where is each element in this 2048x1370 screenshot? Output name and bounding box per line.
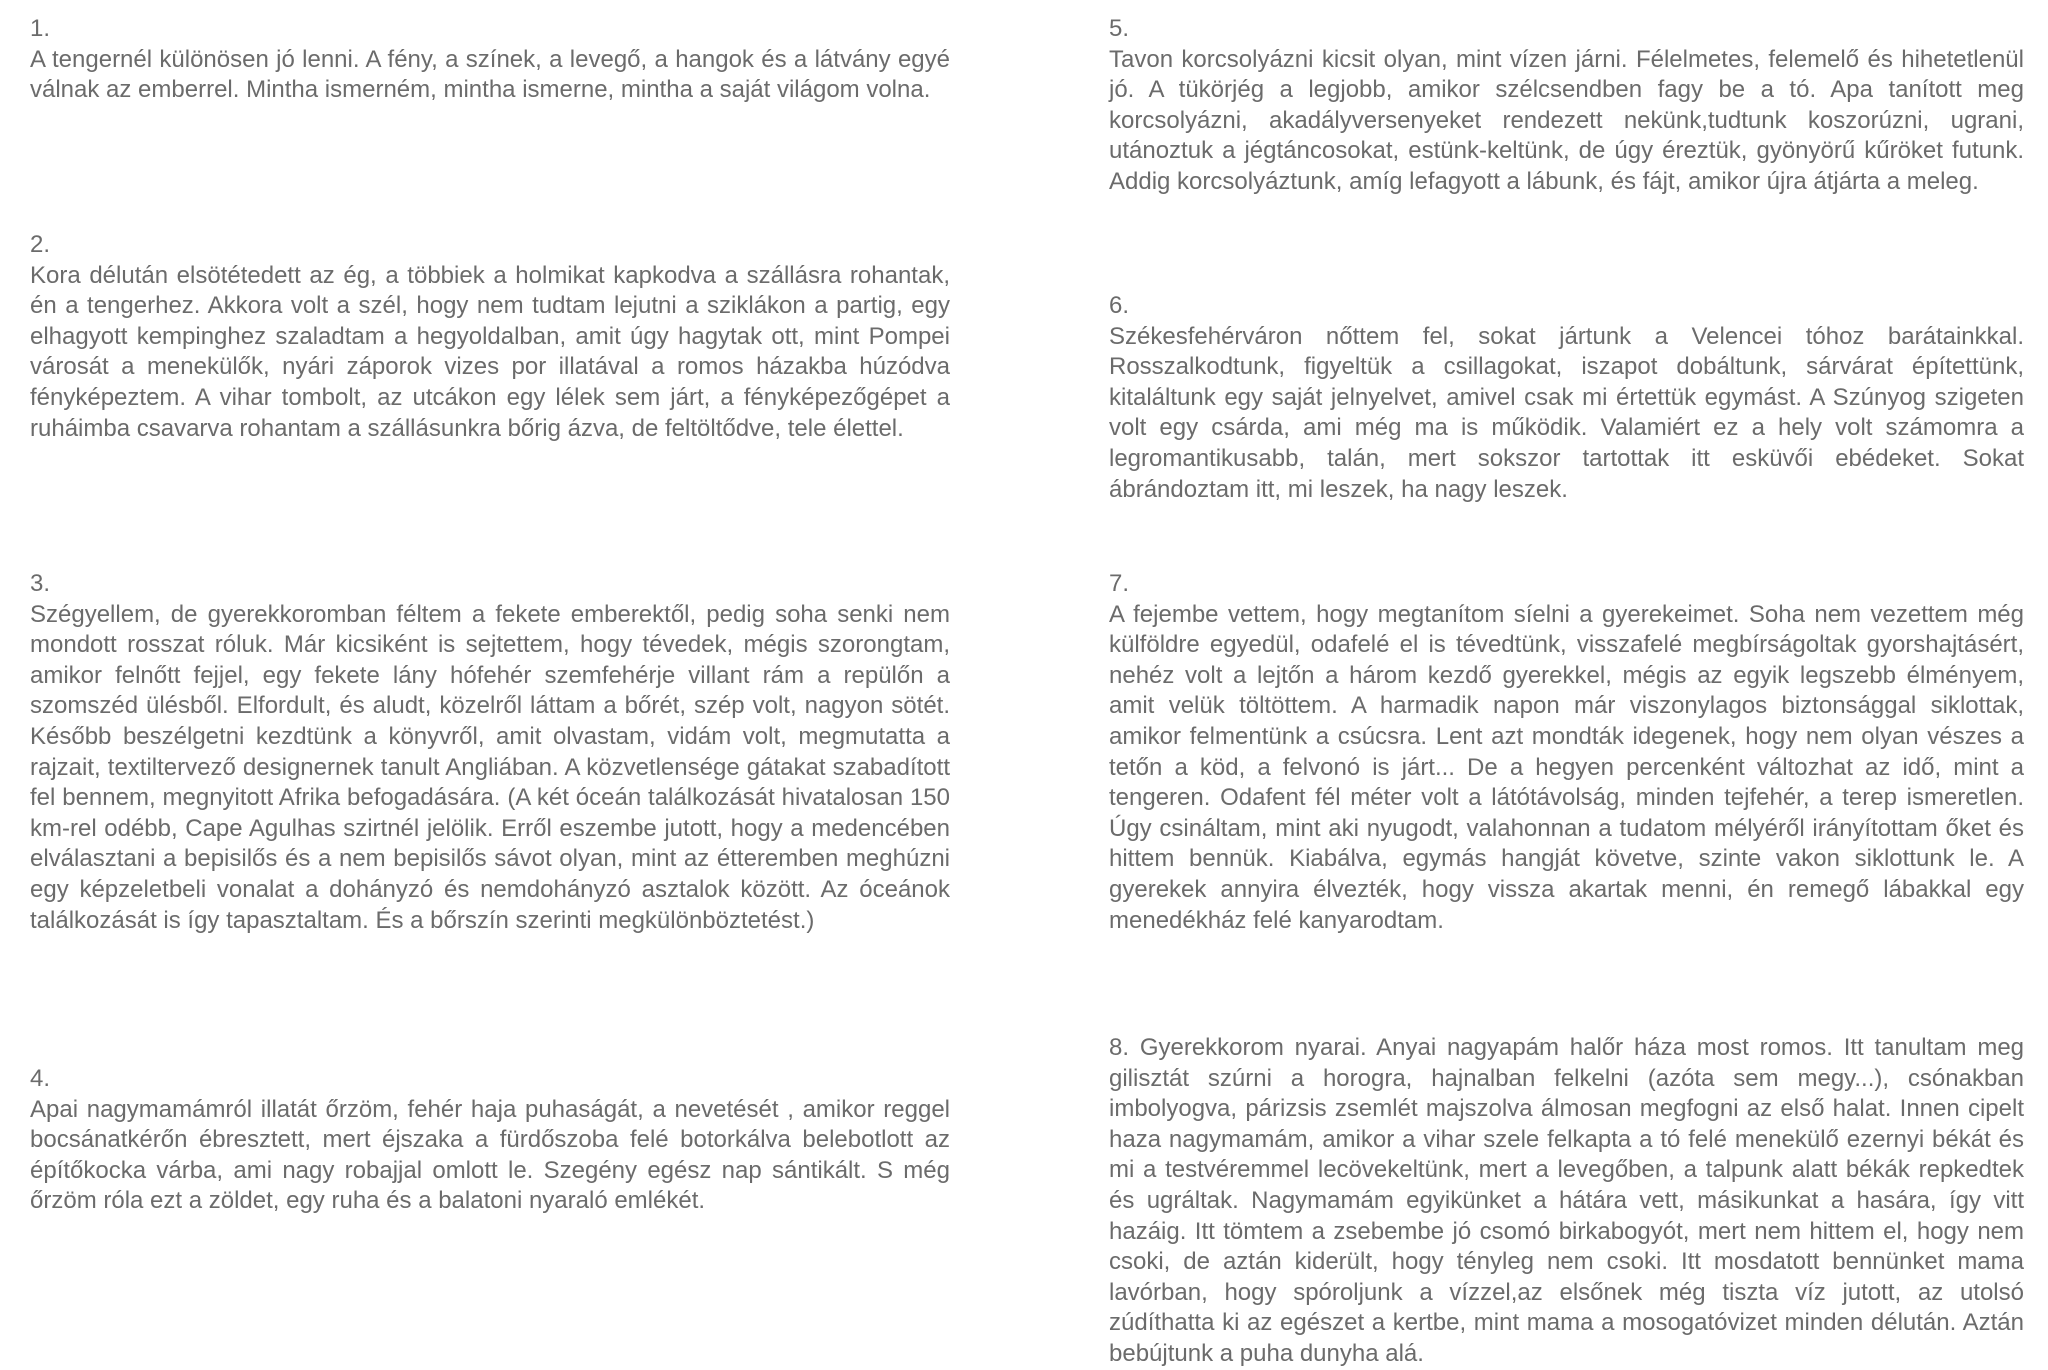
section-2 xyxy=(30,230,950,444)
section-3-text: Szégyellem, de gyerekkoromban féltem a fekete emberektől, pedig soha senki nem mondott rosszat róluk. Már kicsiként is sejtettem, hogy tévedek, mégis szorongtam, amikor felnőtt fejjel, egy fekete lány hófehér szemfehérje villant rám a repülőn a szomszéd ülésből. Elfordult, és aludt, közelről láttam a bőrét, szép volt, nagyon sötét. Később beszélgetni kezdtünk a könyvről, amit olvastam, vidám volt, megmutatta a rajzait, textiltervező designernek tanult Angliában. A közvetlensége gátakat szabadított fel bennem, megnyitott Afrika befogadására. (A két óceán találkozását hivatalosan 150 km-rel odébb, Cape Agulhas szirtnél jelölik. Erről eszembe jutott, hogy a medencében elválasztani a bepisilős és a nem bepisilős sávot olyan, mint az étteremben meghúzni egy képzeletbeli vonalat a dohányzó és nemdohányzó asztalok között. Az óceánok találkozását is így tapasztaltam. És a bőrszín szerinti megkülönböztetést.) xyxy=(30,600,950,934)
section-1-text: A tengernél különösen jó lenni. A fény, a színek, a levegő, a hangok és a látvány egyé válnak az emberrel. Mintha ismerném, mintha ismerne, mintha a saját világom volna. xyxy=(30,45,950,104)
section-3 xyxy=(30,569,950,936)
section-8-number: 8. xyxy=(1109,1034,1130,1061)
section-5 xyxy=(1109,14,2024,198)
section-7-text: A fejembe vettem, hogy megtanítom síelni a gyerekeimet. Soha nem vezettem még külföldre egyedül, odafelé el is tévedtünk, visszafelé megbírságoltak gyorshajtásért, nehéz volt a lejtőn a három kezdő gyerekkel, mégis az egyik legszebb élményem, amit velük töltöttem. A harmadik napon már viszonylagos biztonsággal siklottak, amikor felmentünk a csúcsra. Lent azt mondták idegenek, hogy nem olyan vészes a tetőn a köd, a felvonó is járt... De a hegyen percenként változhat az idő, mint a tengeren. Odafent fél méter volt a látótávolság, minden tejfehér, a terep ismeretlen. Úgy csináltam, mint aki nyugodt, valahonnan a tudatom mélyéről irányítottam őket és hittem bennük. Kiabálva, egymás hangját követve, szinte vakon siklottunk le. A gyerekek annyira élvezték, hogy vissza akartak menni, én remegő lábakkal egy menedékház felé kanyarodtam. xyxy=(1109,600,2024,934)
section-8 xyxy=(1109,1033,2024,1370)
section-2-text: Kora délután elsötétedett az ég, a többiek a holmikat kapkodva a szállásra rohantak, én a tengerhez. Akkora volt a szél, hogy nem tudtam lejutni a sziklákon a partig, egy elhagyott kempinghez szaladtam a hegyoldalban, amit úgy hagytak ott, mint Pompei városát a menekülők, nyári záporok vizes por illatával a romos házakba húzódva fényképeztem. A vihar tombolt, az utcákon egy lélek sem járt, a fényképezőgépet a ruháimba csavarva rohantam a szállásunkra bőrig ázva, de feltöltődve, tele élettel. xyxy=(30,261,950,442)
section-1-number: 1. xyxy=(30,15,51,42)
section-8-text: Gyerekkorom nyarai. Anyai nagyapám halőr háza most romos. Itt tanultam meg gilisztát szúrni a horogra, hajnalban felkelni (azóta sem megy...), csónakban imbolyogva, párizsis zsemlét majszolva álmosan megfogni az első halat. Innen cipelt haza nagymamám, amikor a vihar szele felkapta a tó felé menekülő ezernyi békát és mi a testvéremmel lecövekeltünk, mert a levegőben, a talpunk alatt békák repkedtek és ugráltak. Nagymamám egyikünket a hátára vett, másikunkat a hasára, így vitt hazáig. Itt tömtem a zsebembe jó csomó birkabogyót, mert nem hittem el, hogy nem csoki, de aztán kiderült, hogy tényleg nem csoki. Itt mosdatott bennünket mama lavórban, hogy spóroljunk a vízzel,az elsőnek még tiszta víz jutott, az utolsó zúdíthatta ki az egészet a kertbe, mint mama a mosogatóvizet minden délután. Aztán bebújtunk a puha dunyha alá. xyxy=(1109,1034,2025,1367)
section-2-number: 2. xyxy=(30,231,51,258)
section-5-number: 5. xyxy=(1109,15,1130,42)
section-6 xyxy=(1109,291,2024,505)
section-8-paragraph xyxy=(1109,1033,2024,1370)
section-6-text: Székesfehérváron nőttem fel, sokat jártunk a Velencei tóhoz barátainkkal. Rosszalkodtunk, figyeltük a csillagokat, iszapot dobáltunk, sárvárat építettünk, kitaláltunk egy saját jelnyelvet, amivel csak mi értettük egymást. A Szúnyog szigeten volt egy csárda, ami még ma is működik. Valamiért ez a hely volt számomra a legromantikusabb, talán, mert sokszor tartottak itt esküvői ebédeket. Sokat ábrándoztam itt, mi leszek, ha nagy leszek. xyxy=(1109,322,2024,503)
section-7-number: 7. xyxy=(1109,570,1130,597)
section-1 xyxy=(30,14,950,106)
section-4 xyxy=(30,1064,950,1217)
section-7 xyxy=(1109,569,2024,936)
section-4-number: 4. xyxy=(30,1065,51,1092)
section-5-text: Tavon korcsolyázni kicsit olyan, mint vízen járni. Félelmetes, felemelő és hihetetlenül jó. A tükörjég a legjobb, amikor szélcsendben fagy be a tó. Apa tanított meg korcsolyázni, akadályversenyeket rendezett nekünk,tudtunk koszorúzni, ugrani, utánoztuk a jégtáncosokat, estünk-keltünk, de úgy éreztük, gyönyörű kűröket futunk. Addig korcsolyáztunk, amíg lefagyott a lábunk, és fájt, amikor újra átjárta a meleg. xyxy=(1109,45,2024,195)
section-3-number: 3. xyxy=(30,570,51,597)
section-6-number: 6. xyxy=(1109,292,1130,319)
section-4-text: Apai nagymamámról illatát őrzöm, fehér haja puhaságát, a nevetését , amikor reggel bocsánatkérőn ébresztett, mert éjszaka a fürdőszoba felé botorkálva belebotlott az építőkocka várba, ami nagy robajjal omlott le. Szegény egész nap sántikált. S még őrzöm róla ezt a zöldet, egy ruha és a balatoni nyaraló emlékét. xyxy=(30,1095,950,1215)
